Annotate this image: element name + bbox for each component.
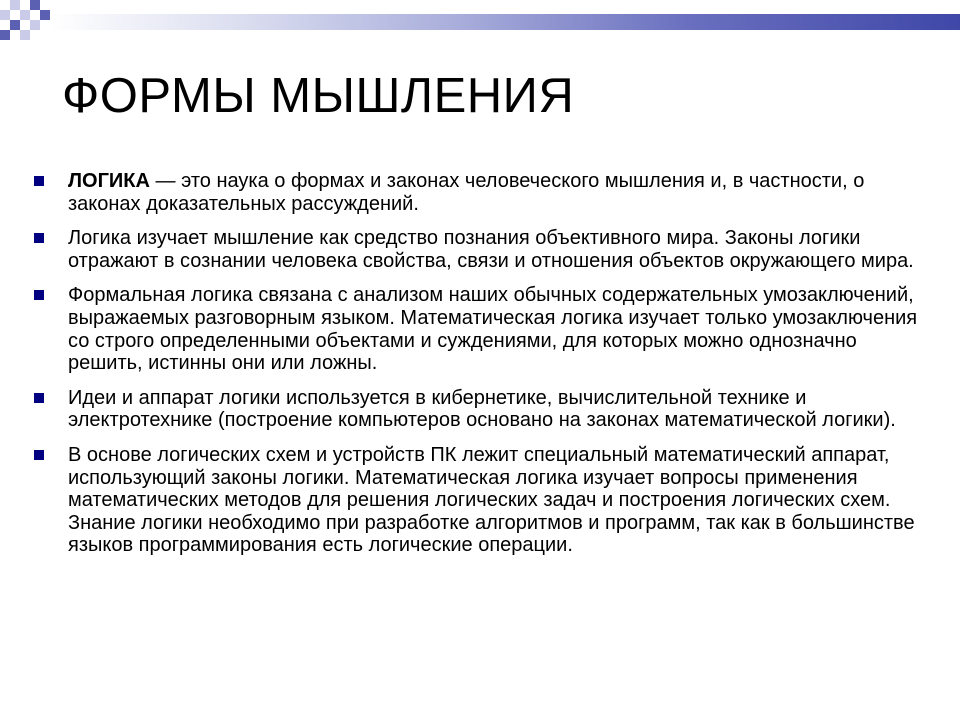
- deco-square: [10, 20, 20, 30]
- bullet-text: Формальная логика связана с анализом наших обычных содержательных умозаключений, выражаемых разговорным языком. Математическая логика изучает только умозаключения со строго определенными объектами и суждениями, для которых можно однозначно решить, истинны они или ложны.: [68, 284, 918, 375]
- deco-square: [10, 0, 20, 10]
- bullet-item: [34, 170, 934, 215]
- square-bullet-icon: [34, 450, 44, 460]
- deco-square: [40, 10, 50, 20]
- bullet-item: [34, 444, 934, 557]
- square-bullet-icon: [34, 290, 44, 300]
- deco-square: [0, 30, 10, 40]
- bullet-text: Идеи и аппарат логики используется в кибернетике, вычислительной технике и электротехнике (построение компьютеров основано на законах математической логики).: [68, 386, 896, 432]
- deco-square: [20, 30, 30, 40]
- bullet-item: [34, 387, 934, 432]
- square-bullet-icon: [34, 393, 44, 403]
- bullet-dash: —: [149, 170, 182, 192]
- bullet-item: [34, 284, 934, 374]
- header-gradient-bar: [50, 14, 960, 30]
- square-bullet-icon: [34, 233, 44, 243]
- bullet-text: В основе логических схем и устройств ПК лежит специальный математический аппарат, использующий законы логики. Математическая логика изучает вопросы применения математических методов для решения логических задач и построения логических схем. Знание логики необходимо при разработке алгоритмов и программ, так как в большинстве языков программирования есть логические операции.: [68, 443, 915, 557]
- square-bullet-icon: [34, 176, 44, 186]
- slide-title: ФОРМЫ МЫШЛЕНИЯ: [62, 69, 575, 123]
- bullet-text: Логика изучает мышление как средство познания объективного мира. Законы логики отражают в сознании человека свойства, связи и отношения объектов окружающего мира.: [68, 227, 914, 272]
- bullet-list: [34, 170, 934, 569]
- deco-square: [30, 20, 40, 30]
- bullet-text: это наука о формах и законах человеческого мышления и, в частности, о законах доказательных рассуждений.: [68, 170, 865, 215]
- bullet-item: [34, 227, 934, 272]
- decorative-squares: [0, 0, 80, 60]
- bullet-term: ЛОГИКА: [68, 170, 150, 192]
- deco-square: [30, 0, 40, 10]
- deco-square: [0, 10, 10, 20]
- deco-square: [20, 10, 30, 20]
